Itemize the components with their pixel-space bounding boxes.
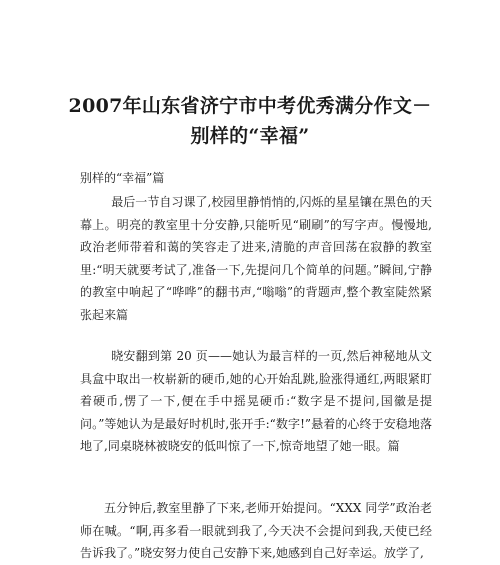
essay-subheading: 别样的“幸福”篇 [80,171,165,185]
body-paragraph-2: 晓安翻到第 20 页——她认为最言样的一页,然后神秘地从文具盒中取出一枚崭新的硬币,她的心开始乱跳,脸涨得通红,两眼紧盯着硬币,愣了一下,便在手中摇晃硬币:“数字是不提问,国徽是提问。”等她认为是最好时机时,张开手:“数字!”悬着的心终于安稳地落地了,同桌晓林被晓安的低叫惊了一下,惊奇地望了她一眼。篇 [80,349,432,454]
document-title-line-2: 别样的“幸福” [190,125,310,147]
body-paragraph-1: 最后一节自习课了,校园里静悄悄的,闪烁的星星镶在黑色的天幕上。明亮的教室里十分安静,只能听见“刷刷”的写字声。慢慢地,政治老师带着和蔼的笑容走了进来,清脆的声音回荡在寂静的教室里:“明天就要考试了,准备一下,先提问几个简单的问题。”瞬间,宁静的教室中响起了“哗哗”的翻书声,“嗡嗡”的背题声,整个教室陡然紧张起来篇 [80,195,432,322]
body-paragraph-3: 五分钟后,教室里静了下来,老师开始提问。“XXX 同学”政治老师在喊。“啊,再多看一眼就到我了,今天决不会提问到我,天使已经告诉我了。”晓安努力使自己安静下来,她感到自己好幸运。放学了, [80,501,432,561]
document-title-line-1: 2007年山东省济宁市中考优秀满分作文－ [68,95,432,117]
